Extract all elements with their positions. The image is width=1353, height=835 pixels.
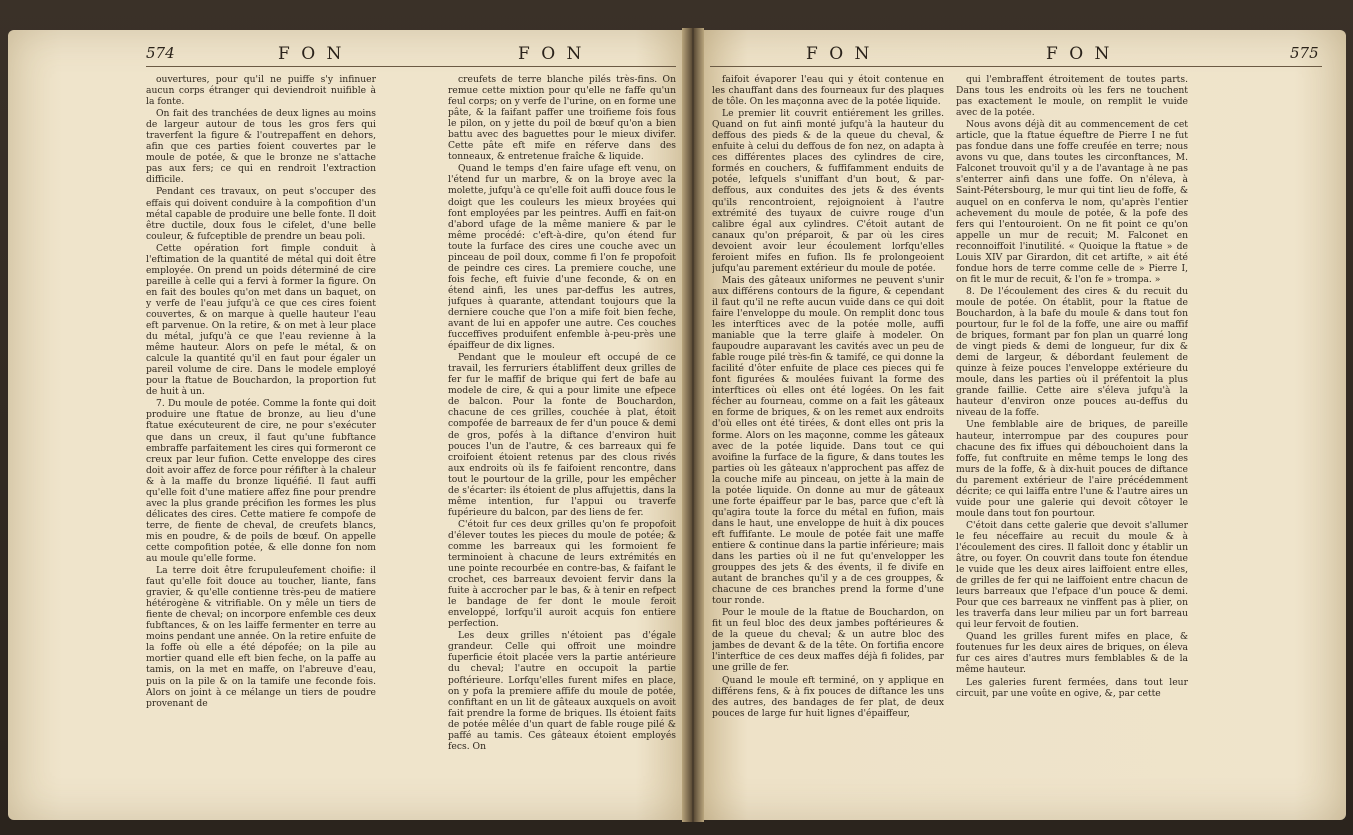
running-head-left-col2: F O N bbox=[518, 44, 585, 64]
header-rule-left bbox=[146, 66, 676, 67]
paragraph: Quand les grilles furent mifes en place, & foutenues fur les deux aires de briques, on éleva fur ces aires d'autres murs femblables & de la même hauteur. bbox=[956, 631, 1188, 676]
paragraph: 8. De l'écoulement des cires & du recuit du moule de potée. On établit, pour la ftatue de Bouchardon, à la bafe du moule & dans tout fon pourtour, fur le fol de la foffe, une aire ou maffif de briques, formant par fon plan un quarré long de vingt pieds & demi de longueur, fur dix & demi de largeur, & débordant feulement de quinze à feize pouces l'enveloppe extérieure du moule, dans les parties où il préfentoit la plus grande faillie. Cette aire s'éleva jufqu'à la hauteur d'environ onze pouces au-deffus du niveau de la foffe. bbox=[956, 285, 1188, 419]
text-column-left-1 bbox=[146, 74, 376, 774]
paragraph: Quand le moule eft terminé, on y applique en différens fens, & à fix pouces de diftance les uns des autres, des bandages de fer plat, de deux pouces de large fur huit lignes d'épaiffeur, bbox=[712, 674, 944, 719]
text-column-right-1 bbox=[712, 74, 944, 774]
text-column-right-2 bbox=[956, 74, 1188, 774]
text-column-left-2 bbox=[448, 74, 676, 774]
paragraph: Nous avons déjà dit au commencement de cet article, que la ftatue équeftre de Pierre I ne fut pas fondue dans une foffe creufée en terre; nous avons vu que, dans toutes les circonftances, M. Falconet trouvoit qu'il y a de l'avantage à ne pas s'enterrer ainfi dans une foffe. On n'éleva, à Saint-Pétersbourg, le mur qui tint lieu de foffe, & auquel on en conferva le nom, qu'après l'entier achevement du moule de potée, & la pofe des fers qui l'entouroient. On ne fit point ce qu'on appelle un mur de recuit; M. Falconet en reconnoiffoit l'inutilité. « Quoique la ftatue » de Louis XIV par Girardon, dit cet artifte, » ait été fondue hors de terre comme celle de » Pierre I, on fit le mur de recuit, & l'on fe » trompa. » bbox=[956, 119, 1188, 285]
paragraph: Pour le moule de la ftatue de Bouchardon, on fit un feul bloc des deux jambes poftérieures & de la queue du cheval; & un autre bloc des jambes de devant & de la tête. On fortifia encore l'interftice de ces deux maffes déjà fi folides, par une grille de fer. bbox=[712, 607, 944, 674]
paragraph: Les deux grilles n'étoient pas d'égale grandeur. Celle qui offroit une moindre fuperficie étoit placée vers la partie antérieure du cheval; l'autre en occupoit la partie poftérieure. Lorfqu'elles furent mifes en place, on y pofa la premiere affife du moule de potée, confiftant en un lit de gâteaux auxquels on avoit fait prendre la forme de briques. Ils étoient faits de potée mêlée d'un quart de fable rouge pilé & paffé au tamis. Ces gâteaux étoient employés fecs. On bbox=[448, 630, 676, 752]
page-number-left: 574 bbox=[146, 44, 175, 62]
page-number-right: 575 bbox=[1290, 44, 1319, 62]
running-head-right-col2: F O N bbox=[1046, 44, 1113, 64]
paragraph: C'étoit dans cette galerie que devoit s'allumer le feu néceffaire au recuit du moule & à l'écoulement des cires. Il falloit donc y établir un âtre, ou foyer. On couvrit dans toute fon étendue le vuide que les deux aires laiffoient entre elles, de grilles de fer qui ne laiffoient entre chacun de leurs barreaux que l'efpace d'un pouce & demi. Pour que ces barreaux ne vinffent pas à plier, on les traverfa dans leur milieu par un fort barreau qui leur fervoit de foutien. bbox=[956, 519, 1188, 631]
paragraph: Une femblable aire de briques, de pareille hauteur, interrompue par des coupures pour chacune des fix iffues qui débouchoient dans la foffe, fut conftruite en même temps le long des murs de la foffe, & à dix-huit pouces de diftance du parement extérieur de l'aire précédemment décrite; ce qui laiffa entre l'une & l'autre aires un vuide pour une galerie qui devoit côtoyer le moule dans tout fon pourtour. bbox=[956, 419, 1188, 519]
paragraph: qui l'embraffent étroitement de toutes parts. Dans tous les endroits où les fers ne touchent pas exactement le moule, on remplit le vuide avec de la potée. bbox=[956, 74, 1188, 119]
paragraph: creufets de terre blanche pilés très-fins. On remue cette mixtion pour qu'elle ne faffe qu'un feul corps; on y verfe de l'urine, on en forme une pâte, & la faifant paffer une troifieme fois fous le pilon, on y jette du poil de bœuf qu'on a bien battu avec des baguettes pour le mieux divifer. Cette pâte eft mife en réferve dans des tonneaux, & entretenue fraîche & liquide. bbox=[448, 74, 676, 163]
paragraph: 7. Du moule de potée. Comme la fonte qui doit produire une ftatue de bronze, au lieu d'une ftatue exécuteurent de cire, ne pour s'exécuter que dans un creux, il faut qu'une fubftance embraffe parfaitement les cires qui formeront ce creux par leur fufion. Cette enveloppe des cires doit avoir affez de force pour réfifter à la chaleur & à la maffe du bronze liquéfié. Il faut auffi qu'elle foit d'une matiere affez fine pour prendre avec la plus grande précifion les formes les plus délicates des cires. Cette matiere fe compofe de terre, de fiente de cheval, de creufets blancs, mis en poudre, & de poils de bœuf. On appelle cette compofition potée, & elle donne fon nom au moule qu'elle forme. bbox=[146, 398, 376, 565]
running-head-right-col1: F O N bbox=[806, 44, 873, 64]
paragraph: Les galeries furent fermées, dans tout leur circuit, par une voûte en ogive, &, par cette bbox=[956, 676, 1188, 699]
paragraph: Pendant ces travaux, on peut s'occuper des effais qui doivent conduire à la compofition d'un métal capable de produire une belle fonte. Il doit être ductile, doux fous le cifelet, d'une belle couleur, & fufceptible de prendre un beau poli. bbox=[146, 186, 376, 242]
paragraph: La terre doit être fcrupuleufement choifie: il faut qu'elle foit douce au toucher, liante, fans gravier, & qu'elle contienne très-peu de matiere hétérogène & vitrifiable. On y mêle un tiers de fiente de cheval; on incorpore enfemble ces deux fubftances, & on les laiffe fermenter en terre au moins pendant une année. On la retire enfuite de la foffe où elle a été dépofée; on la pile au mortier quand elle eft bien feche, on la paffe au tamis, on la met en maffe, on l'abreuve d'eau, puis on la pile & on la tamife une feconde fois. Alors on joint à ce mélange un tiers de poudre provenant de bbox=[146, 565, 376, 709]
paragraph: C'étoit fur ces deux grilles qu'on fe propofoit d'élever toutes les pieces du moule de potée; & comme les barreaux qui les formoient fe terminoient à chacune de leurs extrémités en une pointe recourbée en contre-bas, & faifant le crochet, ces barreaux devoient fervir dans la fuite à accrocher par le bas, & à tenir en refpect le bandage de fer dont le moule feroit enveloppé, lorfqu'il auroit acquis fon entiere perfection. bbox=[448, 518, 676, 630]
paragraph: Le premier lit couvrit entiérement les grilles. Quand on fut ainfi monté jufqu'à la hauteur du deffous des pieds & de la queue du cheval, & enfuite à celui du deffous de fon nez, on adapta à ces différentes places des cylindres de cire, formés en couchers, & fuffifamment enduits de potée, lefquels s'uniffant d'un bout, & par-deffous, aux conduites des jets & des évents qu'ils rencontroient, rejoignoient à l'autre extrémité des tuyaux de cuivre rouge d'un calibre égal aux cylindres. C'étoit autant de canaux qu'on préparoit, & par où les cires devoient avoir leur écoulement lorfqu'elles feroient mifes en fufion. Ils fe prolongeoient jufqu'au parement extérieur du moule de potée. bbox=[712, 108, 944, 274]
paragraph: ouvertures, pour qu'il ne puiffe s'y infinuer aucun corps étranger qui deviendroit nuifible à la fonte. bbox=[146, 74, 376, 108]
paragraph: Pendant que le mouleur eft occupé de ce travail, les ferruriers établiffent deux grilles de fer fur le maffif de brique qui fert de bafe au modele de cire, & qui a pour limite une efpece de balcon. Pour la fonte de Bouchardon, chacune de ces grilles, couchée à plat, étoit compofée de barreaux de fer d'un pouce & demi de gros, pofés à la diftance d'environ huit pouces l'un de l'autre, & ces barreaux qui fe croifoient étoient retenus par des clous rivés aux endroits où ils fe faifoient rencontre, dans tout le pourtour de la grille, pour les empêcher de s'écarter: ils étoient de plus affujettis, dans la même intention, fur l'appui ou traverfe fupérieure du balcon, par des liens de fer. bbox=[448, 352, 676, 518]
paragraph: Cette opération fort fimple conduit à l'eftimation de la quantité de métal qui doit être employée. On prend un poids déterminé de cire pareille à celle qui a fervi à former la figure. On en fait des boules qu'on met dans un baquet, on y verfe de l'eau jufqu'à ce que ces cires foient couvertes, & on marque à quelle hauteur l'eau eft parvenue. On la retire, & on met à leur place du métal, jufqu'à ce que l'eau revienne à la même hauteur. Alors on pefe le métal, & on calcule la quantité qu'il en faut pour égaler un pareil volume de cire. Dans le modele employé pour la ftatue de Bouchardon, la proportion fut de huit à un. bbox=[146, 242, 376, 398]
paragraph: On fait des tranchées de deux lignes au moins de largeur autour de tous les gros fers qui traverfent la figure & l'outrepaffent en dehors, afin que ces parties foient couvertes par le moule de potée, & que le bronze ne s'attache pas aux fers; ce qui en rendroit l'extraction difficile. bbox=[146, 108, 376, 186]
paragraph: Mais des gâteaux uniformes ne peuvent s'unir aux différens contours de la figure, & cependant il faut qu'il ne refte aucun vuide dans ce qui doit faire l'enveloppe du moule. On remplit donc tous les interftices avec de la potée molle, auffi maniable que la terre glaife à modeler. On faupoudre auparavant les cavités avec un peu de fable rouge pilé très-fin & tamifé, ce qui donne la facilité d'ôter enfuite de place ces pieces qui fe font figurées & moulées fuivant la forme des interftices où elles ont été logées. On les fait fécher au fourneau, comme on a fait les gâteaux en forme de briques, & on les remet aux endroits d'où elles ont été tirées, & dont elles ont pris la forme. Alors on les maçonne, comme les gâteaux avec de la potée liquide. Dans tout ce qui avoifine la furface de la figure, & dans toutes les parties où les gâteaux n'approchent pas affez de la couche mife au pinceau, on jette à la main de la potée liquide. On donne au mur de gâteaux une forte épaiffeur par le bas, parce que c'eft là qu'agira toute la force du métal en fufion, mais dans le haut, une enveloppe de huit à dix pouces eft fuffifante. Le moule de potée fait une maffe entiere & continue dans la partie inférieure; mais dans les parties où il ne fut qu'envelopper les grouppes des jets & des évents, il fe divife en autant de branches qu'il y a de ces grouppes, & chacune de ces branches prend la forme d'une tour ronde. bbox=[712, 274, 944, 607]
book-gutter bbox=[682, 28, 704, 822]
paragraph: faifoit évaporer l'eau qui y étoit contenue en les chauffant dans des fourneaux fur des plaques de tôle. On les maçonna avec de la potée liquide. bbox=[712, 74, 944, 108]
running-head-left-col1: F O N bbox=[278, 44, 345, 64]
paragraph: Quand le temps d'en faire ufage eft venu, on l'étend fur un marbre, & on la broye avec la molette, jufqu'à ce qu'elle foit auffi douce fous le doigt que les couleurs les mieux broyées qui font employées par les peintres. Auffi en fait-on d'abord ufage de la même maniere & par le même procédé: c'eft-à-dire, qu'on étend fur toute la furface des cires une couche avec un pinceau de poil doux, comme fi l'on fe propofoit de peindre ces cires. La premiere couche, une fois feche, eft fuivie d'une feconde, & on en étend ainfi, les unes par-deffus les autres, jufques à quarante, attendant toujours que la derniere couche que l'on a mife foit bien feche, avant de lui en appofer une autre. Ces couches fucceffives produifent enfemble à-peu-près une épaiffeur de dix lignes. bbox=[448, 163, 676, 352]
header-rule-right bbox=[710, 66, 1322, 67]
